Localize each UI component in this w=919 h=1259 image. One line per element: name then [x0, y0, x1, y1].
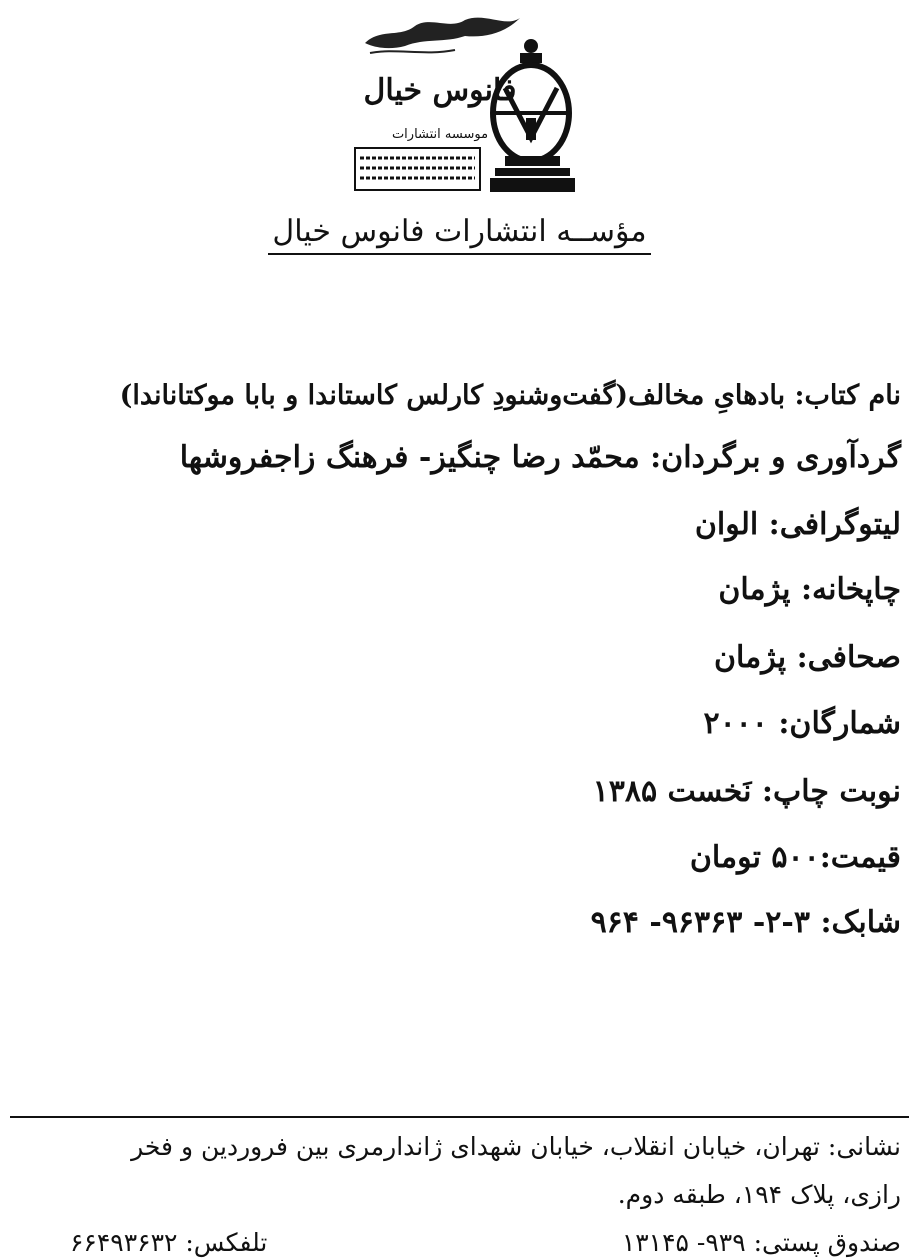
logo-cloud-decoration	[365, 18, 520, 48]
footer-divider	[10, 1116, 909, 1118]
publisher-name-text: مؤســه انتشارات فانوس خیال	[268, 214, 650, 255]
logo-name-text: فانوس خیال	[363, 73, 517, 108]
printing-house-line: چاپخانه: پژمان	[718, 572, 901, 607]
translators-line: گردآوری و برگردان: محمّد رضا چنگیز- فرهنگ زاجفروشها	[179, 440, 901, 475]
postal-box: صندوق پستی: ۹۳۹- ۱۳۱۴۵	[621, 1228, 901, 1257]
book-title-line: نام کتاب: بادهایِ مخالف(گفت‌وشنودِ کارلس کاستاندا و بابا موکتاناندا)	[119, 380, 901, 411]
circulation-line: شمارگان: ۲۰۰۰	[703, 706, 901, 741]
publisher-logo	[345, 8, 585, 198]
address-line-2: رازی، پلاک ۱۹۴، طبقه دوم.	[617, 1180, 901, 1209]
binding-line: صحافی: پژمان	[714, 640, 901, 675]
price-line: قیمت:۵۰۰ تومان	[689, 840, 901, 875]
edition-line: نوبت چاپ: نَخست ۱۳۸۵	[592, 774, 901, 809]
publisher-name-heading	[0, 214, 919, 249]
lithography-line: لیتوگرافی: الوان	[694, 507, 901, 542]
logo-subtitle-text: موسسه انتشارات	[391, 127, 489, 142]
telefax: تلفکس: ۶۶۴۹۳۶۳۲	[70, 1228, 268, 1257]
address-line-1: نشانی: تهران، خیابان انقلاب، خیابان شهدای ژاندارمری بین فروردین و فخر	[131, 1132, 901, 1161]
lantern-emblem	[490, 39, 575, 192]
isbn-line: شابک: ۳-۲- ۹۶۳۶۳- ۹۶۴	[590, 905, 901, 940]
